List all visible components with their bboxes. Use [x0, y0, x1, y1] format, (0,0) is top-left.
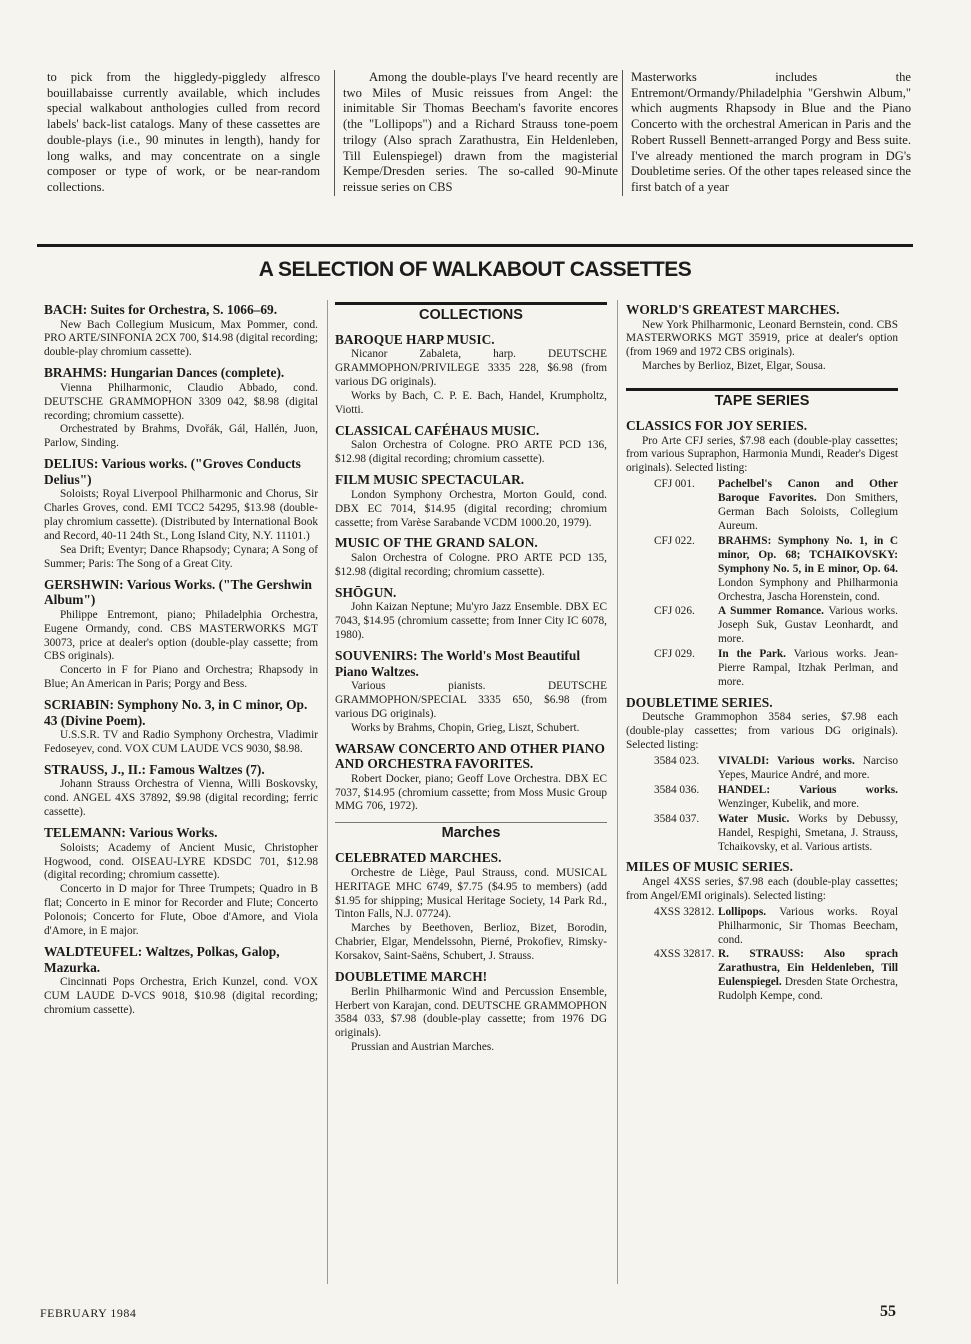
series-entry	[626, 418, 898, 690]
top-column-text: Among the double-plays I've heard recently are two Miles of Music reissues from Angel: the inimitable Sir Thomas Beecham's favorite encores (the "Lollipops") and a Richard Strauss tone-poem trilogy (Also sprach Zarathustra, Ein Heldenleben, Till Eulenspiegel) drawn from the magisterial Kempe/Dresden series. The so-called 90-Minute reissue series on CBS	[343, 70, 618, 194]
cassette-entry	[44, 365, 318, 451]
listing-text	[718, 813, 898, 855]
listing-title: VIVALDI: Various works.	[718, 755, 855, 768]
marches-continued	[626, 302, 898, 374]
listing-item	[626, 478, 898, 534]
column-divider	[617, 300, 618, 1284]
listing-title: Lollipops.	[718, 905, 767, 918]
catalog-number: 3584 023.	[654, 755, 700, 768]
cassette-entry	[335, 741, 607, 815]
entry-details: London Symphony Orchestra, Morton Gould, cond. DBX EC 7014, $14.95 (digital recording; chromium cassette; from Varèse Sarabande VCDM 1000.20, 1979).	[335, 488, 607, 529]
entry-details: Concerto in D major for Three Trumpets; Quadro in B flat; Concerto in E minor for Recorder and Flute; Concerto Polonois; Concerto for Flute, Oboe d'Amore, and Viola d'Amore, in E major.	[44, 883, 318, 938]
article-continuation	[0, 0, 971, 244]
catalog-number: 3584 036.	[654, 783, 700, 796]
entry-title: BACH: Suites for Orchestra, S. 1066–69.	[44, 302, 278, 317]
cassette-entry	[335, 585, 607, 643]
listing-item	[626, 648, 898, 690]
cassette-entry	[335, 969, 607, 1055]
series-listing	[626, 755, 898, 854]
listing-title: HANDEL: Various works.	[718, 783, 898, 796]
entry-title: CELEBRATED MARCHES.	[335, 850, 502, 866]
cassette-entry	[44, 697, 318, 757]
listing-title: BRAHMS: Symphony No. 1, in C minor, Op. 68; TCHAIKOVSKY: Symphony No. 5, in E minor, Op. 64.	[718, 534, 898, 575]
selection-title: A SELECTION OF WALKABOUT CASSETTES	[258, 258, 692, 281]
entry-details: U.S.S.R. TV and Radio Symphony Orchestra, Vladimir Fedoseyev, cond. VOX CUM LAUDE VCS 9030, $8.98.	[44, 729, 318, 756]
top-column-text: to pick from the higgledy-piggledy alfresco bouillabaisse currently available, which includes special walkabout anthologies culled from record labels' back-list catalogs. Many of these cassettes are double-plays (i.e., 90 minutes in length), handy for long walks, and may concentrate on a single composer or type of work, or be near-random collections.	[47, 70, 320, 194]
collections-heading: COLLECTIONS	[335, 302, 607, 326]
marches-list	[335, 850, 607, 1055]
catalog-number: CFJ 001.	[654, 478, 695, 491]
entry-title: GERSHWIN: Various Works. ("The Gershwin Album")	[44, 576, 312, 608]
catalog-number: CFJ 022.	[654, 534, 695, 547]
listing-details: Works by Debussy, Handel, Respighi, Smetana, J. Strauss, Tchaikovsky, et al. Various artists.	[718, 812, 898, 853]
listing-title: In the Park.	[718, 648, 787, 661]
series-title: MILES OF MUSIC SERIES.	[626, 859, 793, 875]
cassette-entry	[335, 423, 607, 467]
entry-details: John Kaizan Neptune; Mu'yro Jazz Ensemble. DBX EC 7043, $14.95 (chromium cassette; from Inner City IC 6078, 1980).	[335, 601, 607, 642]
listing-title: A Summer Romance.	[718, 605, 824, 618]
entry-title: CLASSICAL CAFÉHAUS MUSIC.	[335, 422, 540, 438]
listing-title: Water Music.	[718, 812, 790, 825]
column-divider	[327, 300, 328, 1284]
series-listing	[626, 906, 898, 1004]
series-entry	[626, 695, 898, 855]
entry-details: Works by Brahms, Chopin, Grieg, Liszt, Schubert.	[351, 721, 580, 734]
entry-details: Nicanor Zabaleta, harp. DEUTSCHE GRAMMOPHON/PRIVILEGE 3335 228, $6.98 (from various DG originals).	[335, 348, 607, 389]
entry-details: New York Philharmonic, Leonard Bernstein, cond. CBS MASTERWORKS MGT 35919, price at dealer's option (from 1969 and 1972 CBS originals).	[626, 318, 898, 359]
cassette-entry	[44, 944, 318, 1018]
listing-details: London Symphony and Philharmonia Orchestra, Jascha Horenstein, cond.	[718, 576, 898, 603]
tape-series-heading: TAPE SERIES	[626, 388, 898, 412]
listing-item	[626, 755, 898, 783]
listing-text	[718, 648, 898, 690]
cassette-entry	[44, 577, 318, 692]
listing-text	[718, 906, 898, 948]
entry-title: DELIUS: Various works. ("Groves Conducts Delius")	[44, 456, 301, 487]
cassette-column-1	[44, 302, 318, 1023]
top-column-3	[622, 70, 911, 196]
listing-text	[718, 784, 898, 812]
cassette-column-2	[335, 302, 607, 1060]
listing-details: Don Smithers, German Bach Soloists, Collegium Aureum.	[718, 492, 898, 532]
series-listing	[626, 478, 898, 690]
entry-details: Marches by Berlioz, Bizet, Elgar, Sousa.	[642, 360, 826, 373]
listing-title: Pachelbel's Canon and Other Baroque Favorites.	[718, 478, 898, 505]
cassette-entry	[44, 762, 318, 820]
listing-details: Various works. Royal Philharmonic, Sir Thomas Beecham, cond.	[718, 905, 898, 946]
listing-details: Dresden State Orchestra, Rudolph Kempe, cond.	[718, 976, 898, 1003]
entry-details: Soloists; Royal Liverpool Philharmonic and Chorus, Sir Charles Groves, cond. EMI TCC2 54295, $13.98 (double-play chromium cassette). (Distributed by International Book and Record, 40-11 24th St., Long Island City, N.Y. 11101.)	[44, 488, 318, 542]
listing-details: Various works. Joseph Suk, Gustav Leonhardt, and more.	[718, 605, 898, 646]
entry-title: WORLD'S GREATEST MARCHES.	[626, 302, 840, 317]
entry-details: Philippe Entremont, piano; Philadelphia Orchestra, Eugene Ormandy, cond. CBS MASTERWORKS MGT 30073, price at dealer's option (double-play cassette; from CBS originals).	[44, 608, 318, 663]
listing-text	[718, 605, 898, 647]
listing-item	[626, 906, 898, 948]
entry-details: Prussian and Austrian Marches.	[351, 1041, 495, 1054]
tape-series-list	[626, 418, 898, 1004]
entry-details: Salon Orchestra of Cologne. PRO ARTE PCD 135, $12.98 (digital recording; chromium cassette).	[335, 551, 607, 578]
entry-details: Marches by Beethoven, Berlioz, Bizet, Borodin, Chabrier, Elgar, Mendelssohn, Pierné, Prokofiev, Rimsky-Korsakov, Saint-Saëns, Schubert, J. Strauss.	[335, 922, 607, 963]
entry-title: WALDTEUFEL: Waltzes, Polkas, Galop, Mazurka.	[44, 944, 280, 975]
catalog-number: 4XSS 32812.	[654, 905, 715, 918]
entry-details: Vienna Philharmonic, Claudio Abbado, cond. DEUTSCHE GRAMMOPHON 3309 042, $8.98 (digital recording; chromium cassette).	[44, 381, 318, 422]
entry-details: Works by Bach, C. P. E. Bach, Handel, Krumpholtz, Viotti.	[335, 390, 607, 417]
entry-title: BAROQUE HARP MUSIC.	[335, 331, 495, 347]
series-entry	[626, 859, 898, 1004]
catalog-number: 4XSS 32817.	[654, 948, 715, 961]
entry-details: New Bach Collegium Musicum, Max Pommer, cond. PRO ARTE/SINFONIA 2CX 700, $14.98 (digital recording; double-play chromium cassette).	[44, 318, 318, 359]
listing-details: Wenzinger, Kubelik, and more.	[718, 797, 860, 810]
series-intro: Pro Arte CFJ series, $7.98 each (double-play cassettes; from various Supraphon, Harmonia Mundi, Reader's Digest originals). Selected listing:	[626, 434, 898, 475]
entry-title: TELEMANN: Various Works.	[44, 825, 218, 841]
entry-title: DOUBLETIME MARCH!	[335, 969, 488, 985]
listing-item	[626, 784, 898, 812]
cassette-entry	[626, 302, 898, 374]
cassette-entry	[335, 332, 607, 418]
entry-details: Johann Strauss Orchestra of Vienna, Willi Boskovsky, cond. ANGEL 4XS 37892, $9.98 (digital recording; ferric cassette).	[44, 778, 318, 819]
entry-details: Salon Orchestra of Cologne. PRO ARTE PCD 136, $12.98 (digital recording; chromium cassette).	[335, 439, 607, 466]
entry-details: Cincinnati Pops Orchestra, Erich Kunzel, cond. VOX CUM LAUDE D-VCS 9018, $10.98 (digital recording; chromium cassette).	[44, 976, 318, 1016]
listing-text	[718, 535, 898, 605]
entry-details: Orchestre de Liège, Paul Strauss, cond. MUSICAL HERITAGE MHC 6749, $7.75 ($4.95 to members) (add $1.95 for shipping; Musical Heritage Society, 14 Park Rd., Tinton Falls, N.J. 07724).	[335, 866, 607, 921]
top-column-text: Masterworks includes the Entremont/Ormandy/Philadelphia "Gershwin Album," which augments Rhapsody in Blue and the Piano Concerto with the orchestral American in Paris and the Robert Russell Bennett-arranged Porgy and Bess suite. I've already mentioned the march program in DG's Doubletime series. Of the other tapes released since the first batch of a year	[631, 70, 911, 194]
cassette-entry	[44, 825, 318, 939]
entry-title: SCRIABIN: Symphony No. 3, in C minor, Op. 43 (Divine Poem).	[44, 697, 308, 728]
collections-list	[335, 332, 607, 814]
catalog-number: CFJ 026.	[654, 605, 695, 618]
listing-item	[626, 605, 898, 647]
cassette-entry	[335, 535, 607, 579]
entry-details: Robert Docker, piano; Geoff Love Orchestra. DBX EC 7037, $14.95 (chromium cassette; from Moss Music Group MMG 706, 1972).	[335, 772, 607, 813]
listing-text	[718, 755, 898, 783]
cassette-entry	[44, 456, 318, 571]
listing-text	[718, 948, 898, 1004]
listing-title: R. STRAUSS: Also sprach Zarathustra, Ein Heldenleben, Till Eulenspiegel.	[718, 948, 898, 989]
entry-details: Soloists; Academy of Ancient Music, Christopher Hogwood, cond. OISEAU-LYRE KDSDC 701, $12.98 (digital recording; chromium cassette).	[44, 841, 318, 882]
top-column-1	[47, 70, 320, 196]
entry-title: WARSAW CONCERTO AND OTHER PIANO AND ORCHESTRA FAVORITES.	[335, 740, 605, 772]
listing-details: Various works. Jean-Pierre Rampal, Itzhak Perlman, and more.	[718, 648, 899, 688]
marches-heading: Marches	[335, 822, 607, 844]
page-number: 55	[880, 1303, 896, 1320]
issue-date: FEBRUARY 1984	[40, 1306, 137, 1320]
listing-item	[626, 535, 898, 605]
series-title: DOUBLETIME SERIES.	[626, 694, 773, 710]
cassette-entry	[335, 850, 607, 964]
entry-title: SOUVENIRS: The World's Most Beautiful Piano Waltzes.	[335, 648, 581, 679]
cassette-entry	[335, 648, 607, 736]
listing-text	[718, 478, 898, 534]
entry-details: Berlin Philharmonic Wind and Percussion Ensemble, Herbert von Karajan, cond. DEUTSCHE GRAMMOPHON 3584 033, $7.98 (double-play cassette; from 1976 DG originals).	[335, 985, 607, 1040]
entry-title: FILM MUSIC SPECTACULAR.	[335, 472, 525, 488]
series-intro: Angel 4XSS series, $7.98 each (double-play cassettes; from Angel/EMI originals). Selected listing:	[626, 875, 898, 902]
listing-details: Narciso Yepes, Maurice André, and more.	[718, 755, 898, 781]
catalog-number: CFJ 029.	[654, 648, 695, 661]
cassette-column-3	[626, 302, 898, 1009]
entry-details: Various pianists. DEUTSCHE GRAMMOPHON/SPECIAL 3335 650, $6.98 (from various DG originals).	[335, 680, 607, 720]
section-divider	[37, 244, 913, 247]
entry-title: STRAUSS, J., II.: Famous Waltzes (7).	[44, 761, 265, 777]
entry-title: BRAHMS: Hungarian Dances (complete).	[44, 365, 285, 381]
entry-details: Concerto in F for Piano and Orchestra; Rhapsody in Blue; An American in Paris; Porgy and Bess.	[44, 664, 318, 691]
entry-details: Sea Drift; Eventyr; Dance Rhapsody; Cynara; A Song of Summer; Paris: The Song of a Great City.	[44, 543, 318, 570]
entry-title: SHŌGUN.	[335, 584, 397, 600]
cassette-entry	[335, 472, 607, 530]
listing-item	[626, 948, 898, 1004]
series-intro: Deutsche Grammophon 3584 series, $7.98 each (double-play cassettes; from various DG originals). Selected listing:	[626, 711, 898, 752]
catalog-number: 3584 037.	[654, 812, 700, 825]
entry-title: MUSIC OF THE GRAND SALON.	[335, 535, 538, 551]
entry-details: Orchestrated by Brahms, Dvořák, Gál, Hallén, Juon, Parlow, Sinding.	[44, 423, 318, 450]
top-column-2	[334, 70, 618, 196]
listing-item	[626, 813, 898, 855]
cassette-entry	[44, 302, 318, 360]
series-title: CLASSICS FOR JOY SERIES.	[626, 418, 808, 434]
